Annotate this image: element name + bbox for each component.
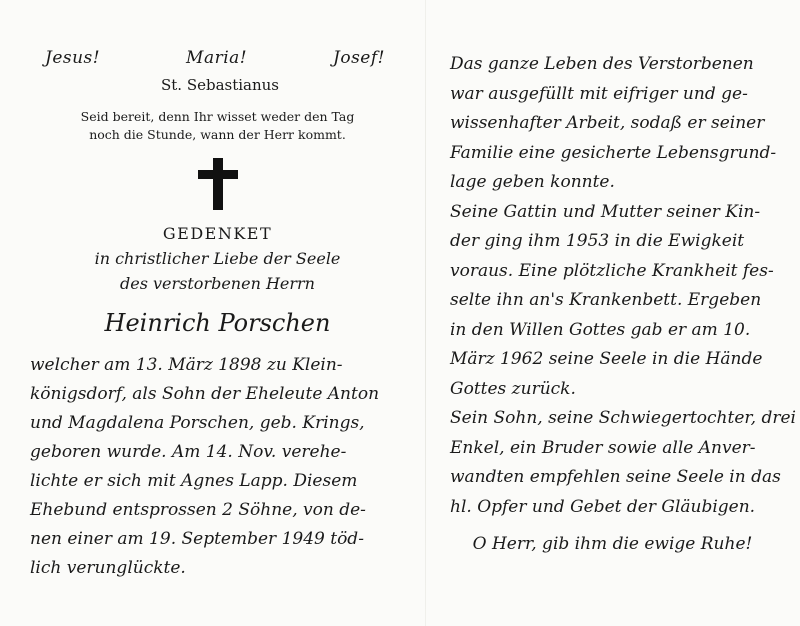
text-line: Das ganze Leben des Verstorbenen: [450, 54, 754, 74]
text-line: war ausgefüllt mit eifriger und ge-: [450, 83, 748, 104]
verse-line: noch die Stunde, wann der Herr kommt.: [89, 127, 346, 142]
card-fold-line: [425, 0, 426, 626]
deceased-name: Heinrich Porschen: [104, 309, 331, 337]
text-line: Seine Gattin und Mutter seiner Kin-: [450, 201, 761, 222]
text-line: Enkel, ein Bruder sowie alle Anver-: [450, 437, 756, 458]
paragraph-life: [450, 50, 775, 198]
text-line: hl. Opfer und Gebet der Gläubigen.: [450, 496, 756, 517]
text-line: März 1962 seine Seele in die Hände: [450, 349, 763, 369]
biography-line: Ehebund entsprossen 2 Söhne, von de-: [30, 500, 366, 520]
biography-line: und Magdalena Porschen, geb. Krings,: [30, 413, 365, 433]
remembrance-line: des verstorbenen Herrn: [120, 274, 315, 293]
invocation-jesus: Jesus!: [45, 48, 101, 68]
remembrance-line: in christlicher Liebe der Seele: [94, 249, 341, 268]
text-line: Gottes zurück.: [450, 378, 576, 399]
latin-cross-icon: [198, 158, 238, 210]
invocation-line: [30, 48, 390, 68]
text-line: voraus. Eine plötzliche Krankheit fes-: [450, 260, 774, 281]
text-line: Sein Sohn, seine Schwiegertochter, drei: [450, 408, 796, 428]
paragraph-death: [450, 198, 775, 405]
biography-line: geboren wurde. Am 14. Nov. verehe-: [30, 442, 347, 462]
verse-line: Seid bereit, denn Ihr wisset weder den Tag: [80, 109, 355, 124]
biography-line: welcher am 13. März 1898 zu Klein-: [30, 355, 343, 375]
biography-line: nen einer am 19. September 1949 töd-: [30, 529, 364, 549]
biography-line: lich verunglückte.: [30, 558, 186, 578]
text-line: wandten empfehlen seine Seele in das: [450, 467, 781, 487]
heading-gedenket: GEDENKET: [162, 224, 273, 243]
text-line: wissenhafter Arbeit, sodaß er seiner: [450, 113, 765, 133]
right-panel: [450, 50, 796, 554]
parish-name: St. Sebastianus: [160, 76, 280, 94]
bible-verse: [30, 108, 390, 144]
invocation-maria: Maria!: [186, 48, 248, 68]
text-line: selte ihn an's Krankenbett. Ergeben: [450, 290, 762, 310]
text-line: in den Willen Gottes gab er am 10.: [450, 319, 751, 340]
closing-prayer: O Herr, gib ihm die ewige Ruhe!: [472, 534, 753, 554]
left-panel: [30, 48, 390, 583]
biography-line: lichte er sich mit Agnes Lapp. Diesem: [30, 471, 358, 491]
text-line: Familie eine gesicherte Lebensgrund-: [450, 142, 777, 163]
text-line: lage geben konnte.: [450, 172, 615, 192]
biography-left: [30, 351, 390, 583]
paragraph-family: [450, 404, 796, 522]
biography-line: königsdorf, als Sohn der Eheleute Anton: [30, 384, 380, 404]
invocation-josef: Josef!: [333, 48, 385, 68]
text-line: der ging ihm 1953 in die Ewigkeit: [450, 231, 745, 251]
